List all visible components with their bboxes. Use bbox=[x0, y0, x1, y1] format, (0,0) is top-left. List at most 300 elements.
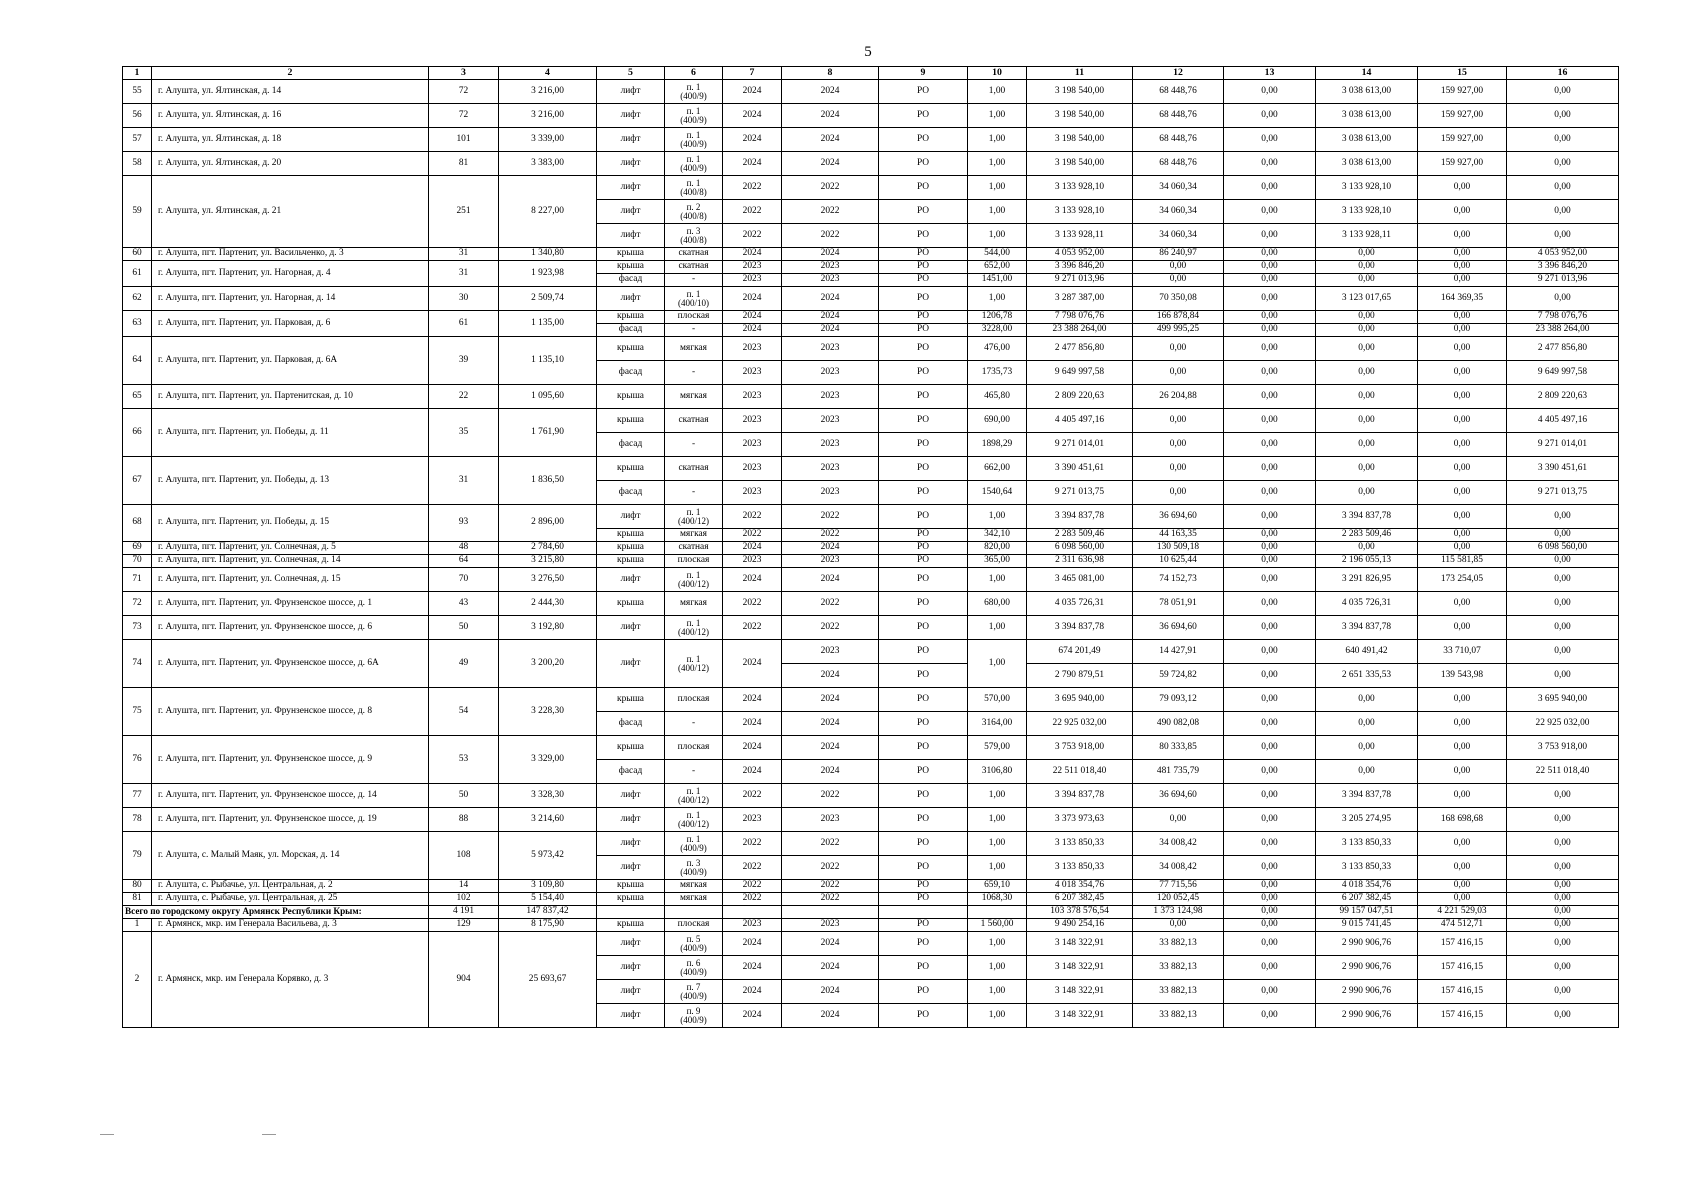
table-cell: 0,00 bbox=[1224, 433, 1316, 457]
table-cell: 3 394 837,78 bbox=[1027, 784, 1133, 808]
table-cell: 2023 bbox=[723, 555, 782, 568]
table-cell: крыша bbox=[597, 248, 665, 261]
table-cell: 3 695 940,00 bbox=[1027, 688, 1133, 712]
table-cell: 2022 bbox=[723, 832, 782, 856]
address-cell: г. Алушта, пгт. Партенит, ул. Фрунзенское шоссе, д. 8 bbox=[152, 688, 429, 736]
table-cell: 3164,00 bbox=[968, 712, 1027, 736]
table-cell: РО bbox=[879, 808, 968, 832]
table-cell: РО bbox=[879, 128, 968, 152]
table-cell: 30 bbox=[429, 287, 499, 311]
table-cell: 9 649 997,58 bbox=[1507, 361, 1619, 385]
table-cell: 39 bbox=[429, 337, 499, 385]
table-cell: 35 bbox=[429, 409, 499, 457]
table-row bbox=[123, 505, 1619, 529]
table-cell: РО bbox=[879, 640, 968, 664]
table-cell: 3 133 928,10 bbox=[1316, 200, 1418, 224]
table-cell: 3 753 918,00 bbox=[1507, 736, 1619, 760]
table-cell: 6 098 560,00 bbox=[1027, 542, 1133, 555]
table-cell: РО bbox=[879, 324, 968, 337]
table-cell: 2024 bbox=[723, 1004, 782, 1028]
address-cell: г. Алушта, пгт. Партенит, ул. Партенитская, д. 10 bbox=[152, 385, 429, 409]
table-cell: скатная bbox=[665, 457, 723, 481]
table-cell: 2023 bbox=[782, 457, 879, 481]
table-cell: фасад bbox=[597, 760, 665, 784]
table-cell: 3 394 837,78 bbox=[1316, 784, 1418, 808]
table-cell: 3 396 846,20 bbox=[1027, 261, 1133, 274]
capital-repair-table bbox=[122, 66, 1619, 1028]
table-cell: 64 bbox=[429, 555, 499, 568]
table-cell: мягкая bbox=[665, 337, 723, 361]
table-cell: 68 448,76 bbox=[1133, 152, 1224, 176]
table-cell: 61 bbox=[429, 311, 499, 337]
table-cell: 5 973,42 bbox=[499, 832, 597, 880]
table-cell: 4 191 bbox=[429, 906, 499, 919]
table-cell: лифт bbox=[597, 980, 665, 1004]
table-cell: 4 035 726,31 bbox=[1316, 592, 1418, 616]
table-cell: 0,00 bbox=[1224, 274, 1316, 287]
table-cell: 2022 bbox=[782, 200, 879, 224]
table-cell: 0,00 bbox=[1224, 248, 1316, 261]
address-cell: г. Алушта, ул. Ялтинская, д. 14 bbox=[152, 80, 429, 104]
table-cell: 61 bbox=[123, 261, 152, 287]
table-cell: 2022 bbox=[782, 893, 879, 906]
table-cell: 25 693,67 bbox=[499, 932, 597, 1028]
table-cell: крыша bbox=[597, 311, 665, 324]
table-cell: 22 925 032,00 bbox=[1027, 712, 1133, 736]
column-number: 11 bbox=[1027, 67, 1133, 80]
table-cell: крыша bbox=[597, 592, 665, 616]
table-cell: 43 bbox=[429, 592, 499, 616]
table-cell: РО bbox=[879, 80, 968, 104]
table-cell: 0,00 bbox=[1316, 385, 1418, 409]
table-cell: мягкая bbox=[665, 880, 723, 893]
table-cell: 79 bbox=[123, 832, 152, 880]
table-cell: 66 bbox=[123, 409, 152, 457]
table-cell: 2023 bbox=[782, 409, 879, 433]
table-cell: 2 790 879,51 bbox=[1027, 664, 1133, 688]
table-cell: 0,00 bbox=[1316, 712, 1418, 736]
table-cell: 0,00 bbox=[1418, 688, 1507, 712]
table-cell: 1735,73 bbox=[968, 361, 1027, 385]
table-cell: 173 254,05 bbox=[1418, 568, 1507, 592]
table-cell: 2023 bbox=[723, 808, 782, 832]
table-cell: РО bbox=[879, 932, 968, 956]
table-cell: 0,00 bbox=[1224, 640, 1316, 664]
table-cell: 3 394 837,78 bbox=[1316, 616, 1418, 640]
table-cell: п. 5 (400/9) bbox=[665, 932, 723, 956]
table-cell: 0,00 bbox=[1507, 664, 1619, 688]
table-cell: 1,00 bbox=[968, 832, 1027, 856]
table-cell: РО bbox=[879, 542, 968, 555]
table-cell: 3 133 928,10 bbox=[1316, 176, 1418, 200]
table-cell: 102 bbox=[429, 893, 499, 906]
table-cell: крыша bbox=[597, 529, 665, 542]
table-cell: 0,00 bbox=[1316, 433, 1418, 457]
table-cell: 0,00 bbox=[1133, 919, 1224, 932]
table-cell: 2024 bbox=[723, 80, 782, 104]
table-cell: 3 133 850,33 bbox=[1316, 832, 1418, 856]
table-row bbox=[123, 409, 1619, 433]
table-cell: 1,00 bbox=[968, 808, 1027, 832]
table-cell: 0,00 bbox=[1418, 176, 1507, 200]
table-cell: 22 bbox=[429, 385, 499, 409]
column-number: 15 bbox=[1418, 67, 1507, 80]
table-cell: 1,00 bbox=[968, 568, 1027, 592]
table-cell: лифт bbox=[597, 104, 665, 128]
table-cell bbox=[597, 906, 665, 919]
table-cell: 157 416,15 bbox=[1418, 956, 1507, 980]
table-cell: 0,00 bbox=[1507, 980, 1619, 1004]
table-cell: 72 bbox=[429, 80, 499, 104]
table-cell: плоская bbox=[665, 688, 723, 712]
table-cell: 3 198 540,00 bbox=[1027, 128, 1133, 152]
table-cell: 3 148 322,91 bbox=[1027, 980, 1133, 1004]
table-cell: крыша bbox=[597, 337, 665, 361]
column-number: 16 bbox=[1507, 67, 1619, 80]
table-cell: 8 227,00 bbox=[499, 176, 597, 248]
table-cell: п. 1 (400/9) bbox=[665, 128, 723, 152]
table-cell: 680,00 bbox=[968, 592, 1027, 616]
table-cell: 904 bbox=[429, 932, 499, 1028]
table-cell: лифт bbox=[597, 808, 665, 832]
table-cell: 2023 bbox=[723, 457, 782, 481]
table-cell: 49 bbox=[429, 640, 499, 688]
table-cell: 0,00 bbox=[1507, 1004, 1619, 1028]
table-cell: 130 509,18 bbox=[1133, 542, 1224, 555]
address-cell: г. Алушта, ул. Ялтинская, д. 20 bbox=[152, 152, 429, 176]
table-row bbox=[123, 880, 1619, 893]
table-cell: 68 448,76 bbox=[1133, 104, 1224, 128]
table-cell: 2024 bbox=[782, 688, 879, 712]
scan-mark bbox=[100, 1134, 114, 1135]
table-cell: 93 bbox=[429, 505, 499, 542]
table-cell: 108 bbox=[429, 832, 499, 880]
table-cell: 2024 bbox=[782, 287, 879, 311]
table-cell: 3 038 613,00 bbox=[1316, 80, 1418, 104]
table-cell: п. 1 (400/12) bbox=[665, 640, 723, 688]
table-cell: 3 192,80 bbox=[499, 616, 597, 640]
table-cell: 6 207 382,45 bbox=[1316, 893, 1418, 906]
table-cell: плоская bbox=[665, 736, 723, 760]
table-cell: 2024 bbox=[782, 311, 879, 324]
table-cell: 0,00 bbox=[1133, 409, 1224, 433]
table-cell: 50 bbox=[429, 616, 499, 640]
table-cell: 0,00 bbox=[1133, 808, 1224, 832]
table-cell: 157 416,15 bbox=[1418, 980, 1507, 1004]
table-cell: 2024 bbox=[723, 311, 782, 324]
table-cell: 59 bbox=[123, 176, 152, 248]
table-row bbox=[123, 919, 1619, 932]
table-cell: 71 bbox=[123, 568, 152, 592]
column-number: 4 bbox=[499, 67, 597, 80]
table-cell: 1,00 bbox=[968, 224, 1027, 248]
table-row bbox=[123, 640, 1619, 664]
table-cell: 0,00 bbox=[1418, 736, 1507, 760]
table-row bbox=[123, 457, 1619, 481]
table-cell: РО bbox=[879, 200, 968, 224]
table-row bbox=[123, 104, 1619, 128]
table-cell: 48 bbox=[429, 542, 499, 555]
table-cell: РО bbox=[879, 248, 968, 261]
table-cell: 0,00 bbox=[1507, 856, 1619, 880]
table-cell: РО bbox=[879, 555, 968, 568]
table-cell: лифт bbox=[597, 80, 665, 104]
table-row bbox=[123, 893, 1619, 906]
address-cell: г. Алушта, пгт. Партенит, ул. Победы, д. 13 bbox=[152, 457, 429, 505]
table-cell: 2022 bbox=[782, 592, 879, 616]
table-cell: 2024 bbox=[723, 640, 782, 688]
table-cell: 78 051,91 bbox=[1133, 592, 1224, 616]
table-cell: 0,00 bbox=[1316, 361, 1418, 385]
table-cell: 0,00 bbox=[1418, 893, 1507, 906]
table-cell: 2 990 906,76 bbox=[1316, 956, 1418, 980]
table-cell: 9 271 013,75 bbox=[1027, 481, 1133, 505]
table-cell: 2023 bbox=[782, 385, 879, 409]
table-cell bbox=[723, 906, 782, 919]
table-cell: 0,00 bbox=[1418, 616, 1507, 640]
address-cell: г. Алушта, с. Рыбачье, ул. Центральная, д. 2 bbox=[152, 880, 429, 893]
table-cell: 34 008,42 bbox=[1133, 856, 1224, 880]
table-cell: 2 477 856,80 bbox=[1027, 337, 1133, 361]
table-row bbox=[123, 616, 1619, 640]
table-cell: 77 bbox=[123, 784, 152, 808]
table-cell: 4 053 952,00 bbox=[1507, 248, 1619, 261]
table-cell: лифт bbox=[597, 200, 665, 224]
table-cell: 31 bbox=[429, 457, 499, 505]
table-cell: 2024 bbox=[723, 568, 782, 592]
table-cell: РО bbox=[879, 274, 968, 287]
table-cell: РО bbox=[879, 505, 968, 529]
table-cell: 0,00 bbox=[1418, 529, 1507, 542]
table-cell: крыша bbox=[597, 736, 665, 760]
table-cell: РО bbox=[879, 893, 968, 906]
table-cell: РО bbox=[879, 880, 968, 893]
table-cell: 544,00 bbox=[968, 248, 1027, 261]
table-cell: 34 060,34 bbox=[1133, 224, 1224, 248]
table-cell: скатная bbox=[665, 261, 723, 274]
table-cell: 0,00 bbox=[1224, 919, 1316, 932]
table-cell: 2024 bbox=[782, 568, 879, 592]
table-cell: 63 bbox=[123, 311, 152, 337]
page-number: 5 bbox=[864, 44, 872, 60]
table-cell: 0,00 bbox=[1418, 457, 1507, 481]
table-cell: 2 444,30 bbox=[499, 592, 597, 616]
table-cell: 2023 bbox=[723, 409, 782, 433]
table-cell: п. 1 (400/12) bbox=[665, 616, 723, 640]
table-cell: 0,00 bbox=[1224, 808, 1316, 832]
table-cell: 2024 bbox=[782, 980, 879, 1004]
table-cell: 3 753 918,00 bbox=[1027, 736, 1133, 760]
table-cell: 53 bbox=[429, 736, 499, 784]
table-cell: лифт bbox=[597, 1004, 665, 1028]
table-cell: 2024 bbox=[723, 712, 782, 736]
address-cell: г. Алушта, пгт. Партенит, ул. Нагорная, д. 4 bbox=[152, 261, 429, 287]
table-cell: 0,00 bbox=[1224, 542, 1316, 555]
table-cell: 0,00 bbox=[1316, 337, 1418, 361]
address-cell: г. Алушта, пгт. Партенит, ул. Солнечная, д. 14 bbox=[152, 555, 429, 568]
table-cell: 159 927,00 bbox=[1418, 80, 1507, 104]
table-cell: 2022 bbox=[782, 176, 879, 200]
table-cell: лифт bbox=[597, 152, 665, 176]
table-cell: 34 008,42 bbox=[1133, 832, 1224, 856]
table-cell: 129 bbox=[429, 919, 499, 932]
table-cell: 3 216,00 bbox=[499, 80, 597, 104]
table-cell: 4 018 354,76 bbox=[1027, 880, 1133, 893]
table-cell: 14 bbox=[429, 880, 499, 893]
table-cell: 36 694,60 bbox=[1133, 784, 1224, 808]
table-cell: 365,00 bbox=[968, 555, 1027, 568]
table-cell: 3 148 322,91 bbox=[1027, 932, 1133, 956]
address-cell: г. Армянск, мкр. им Генерала Васильева, д. 3 bbox=[152, 919, 429, 932]
table-cell: плоская bbox=[665, 555, 723, 568]
table-cell: РО bbox=[879, 152, 968, 176]
table-cell: 2024 bbox=[723, 287, 782, 311]
table-cell: 31 bbox=[429, 248, 499, 261]
table-cell: 0,00 bbox=[1507, 224, 1619, 248]
table-cell: 68 448,76 bbox=[1133, 128, 1224, 152]
table-cell: 0,00 bbox=[1224, 760, 1316, 784]
table-cell: 0,00 bbox=[1224, 980, 1316, 1004]
table-cell: 36 694,60 bbox=[1133, 616, 1224, 640]
table-cell: 0,00 bbox=[1418, 200, 1507, 224]
address-cell: г. Алушта, пгт. Партенит, ул. Парковая, д. 6 bbox=[152, 311, 429, 337]
table-cell bbox=[879, 906, 968, 919]
table-cell: 34 060,34 bbox=[1133, 200, 1224, 224]
address-cell: г. Алушта, ул. Ялтинская, д. 18 bbox=[152, 128, 429, 152]
table-cell: 0,00 bbox=[1507, 906, 1619, 919]
table-cell: 2 283 509,46 bbox=[1316, 529, 1418, 542]
table-row bbox=[123, 736, 1619, 760]
table-cell: 74 152,73 bbox=[1133, 568, 1224, 592]
table-cell: 0,00 bbox=[1133, 361, 1224, 385]
table-cell: п. 1 (400/9) bbox=[665, 152, 723, 176]
table-row bbox=[123, 337, 1619, 361]
table-cell: 3228,00 bbox=[968, 324, 1027, 337]
table-cell: 101 bbox=[429, 128, 499, 152]
table-cell: фасад bbox=[597, 361, 665, 385]
table-cell: 157 416,15 bbox=[1418, 1004, 1507, 1028]
column-number: 13 bbox=[1224, 67, 1316, 80]
table-row bbox=[123, 688, 1619, 712]
address-cell: г. Алушта, с. Рыбачье, ул. Центральная, д. 25 bbox=[152, 893, 429, 906]
table-row bbox=[123, 261, 1619, 274]
table-cell: 0,00 bbox=[1507, 128, 1619, 152]
table-cell: п. 1 (400/12) bbox=[665, 784, 723, 808]
table-cell: 0,00 bbox=[1316, 481, 1418, 505]
table-cell: 0,00 bbox=[1224, 712, 1316, 736]
table-cell: крыша bbox=[597, 385, 665, 409]
table-cell: 1,00 bbox=[968, 104, 1027, 128]
table-cell: РО bbox=[879, 385, 968, 409]
table-cell: 0,00 bbox=[1418, 481, 1507, 505]
table-cell: РО bbox=[879, 176, 968, 200]
table-cell: 2 311 636,98 bbox=[1027, 555, 1133, 568]
table-cell: мягкая bbox=[665, 529, 723, 542]
table-cell: 0,00 bbox=[1133, 481, 1224, 505]
table-cell: 22 511 018,40 bbox=[1507, 760, 1619, 784]
table-cell: 1,00 bbox=[968, 956, 1027, 980]
table-cell: 3 383,00 bbox=[499, 152, 597, 176]
table-cell: РО bbox=[879, 433, 968, 457]
table-row bbox=[123, 568, 1619, 592]
table-cell: РО bbox=[879, 1004, 968, 1028]
table-cell: 2024 bbox=[723, 542, 782, 555]
table-cell: 0,00 bbox=[1224, 688, 1316, 712]
table-cell: 72 bbox=[123, 592, 152, 616]
table-cell: РО bbox=[879, 104, 968, 128]
table-cell: 120 052,45 bbox=[1133, 893, 1224, 906]
table-cell: 2 990 906,76 bbox=[1316, 1004, 1418, 1028]
table-cell: 69 bbox=[123, 542, 152, 555]
table-cell: - bbox=[665, 433, 723, 457]
table-cell: 2023 bbox=[723, 261, 782, 274]
table-cell: 2 809 220,63 bbox=[1507, 385, 1619, 409]
table-cell: 690,00 bbox=[968, 409, 1027, 433]
table-cell: лифт bbox=[597, 568, 665, 592]
table-cell: 86 240,97 bbox=[1133, 248, 1224, 261]
table-cell: 0,00 bbox=[1224, 956, 1316, 980]
table-cell: 70 350,08 bbox=[1133, 287, 1224, 311]
table-cell: 0,00 bbox=[1224, 664, 1316, 688]
table-cell: 0,00 bbox=[1507, 956, 1619, 980]
table-cell: 0,00 bbox=[1316, 542, 1418, 555]
table-row bbox=[123, 832, 1619, 856]
table-cell: 0,00 bbox=[1418, 856, 1507, 880]
table-cell: 55 bbox=[123, 80, 152, 104]
table-cell: 0,00 bbox=[1224, 324, 1316, 337]
table-cell: 4 053 952,00 bbox=[1027, 248, 1133, 261]
table-cell: 1,00 bbox=[968, 287, 1027, 311]
table-cell: - bbox=[665, 760, 723, 784]
table-cell: 1,00 bbox=[968, 200, 1027, 224]
table-cell: 0,00 bbox=[1316, 409, 1418, 433]
table-cell: 33 882,13 bbox=[1133, 1004, 1224, 1028]
table-cell: 2023 bbox=[723, 274, 782, 287]
table-cell: 26 204,88 bbox=[1133, 385, 1224, 409]
table-cell: 0,00 bbox=[1507, 880, 1619, 893]
table-cell: 23 388 264,00 bbox=[1027, 324, 1133, 337]
table-cell: 2 bbox=[123, 932, 152, 1028]
table-cell: 3 276,50 bbox=[499, 568, 597, 592]
table-cell: РО bbox=[879, 956, 968, 980]
address-cell: г. Алушта, пгт. Партенит, ул. Парковая, д. 6А bbox=[152, 337, 429, 385]
table-cell: 3 328,30 bbox=[499, 784, 597, 808]
table-cell: п. 1 (400/10) bbox=[665, 287, 723, 311]
table-cell: 3 198 540,00 bbox=[1027, 152, 1133, 176]
table-cell: 1 373 124,98 bbox=[1133, 906, 1224, 919]
table-cell: 0,00 bbox=[1133, 337, 1224, 361]
table-cell: 2024 bbox=[782, 248, 879, 261]
table-cell: лифт bbox=[597, 128, 665, 152]
table-cell: 2024 bbox=[782, 542, 879, 555]
table-cell: 674 201,49 bbox=[1027, 640, 1133, 664]
table-cell: 80 bbox=[123, 880, 152, 893]
table-cell: 2022 bbox=[723, 784, 782, 808]
table-cell: 0,00 bbox=[1224, 409, 1316, 433]
table-cell: 0,00 bbox=[1418, 433, 1507, 457]
table-cell: РО bbox=[879, 457, 968, 481]
address-cell: г. Алушта, пгт. Партенит, ул. Победы, д. 15 bbox=[152, 505, 429, 542]
table-cell: 0,00 bbox=[1418, 261, 1507, 274]
table-cell: 0,00 bbox=[1224, 784, 1316, 808]
table-cell: 2024 bbox=[782, 152, 879, 176]
table-cell: п. 1 (400/9) bbox=[665, 832, 723, 856]
table-cell: 78 bbox=[123, 808, 152, 832]
table-cell: 3 133 928,11 bbox=[1316, 224, 1418, 248]
table-cell: 0,00 bbox=[1418, 361, 1507, 385]
table-cell: 3 198 540,00 bbox=[1027, 104, 1133, 128]
table-cell: 2023 bbox=[782, 555, 879, 568]
